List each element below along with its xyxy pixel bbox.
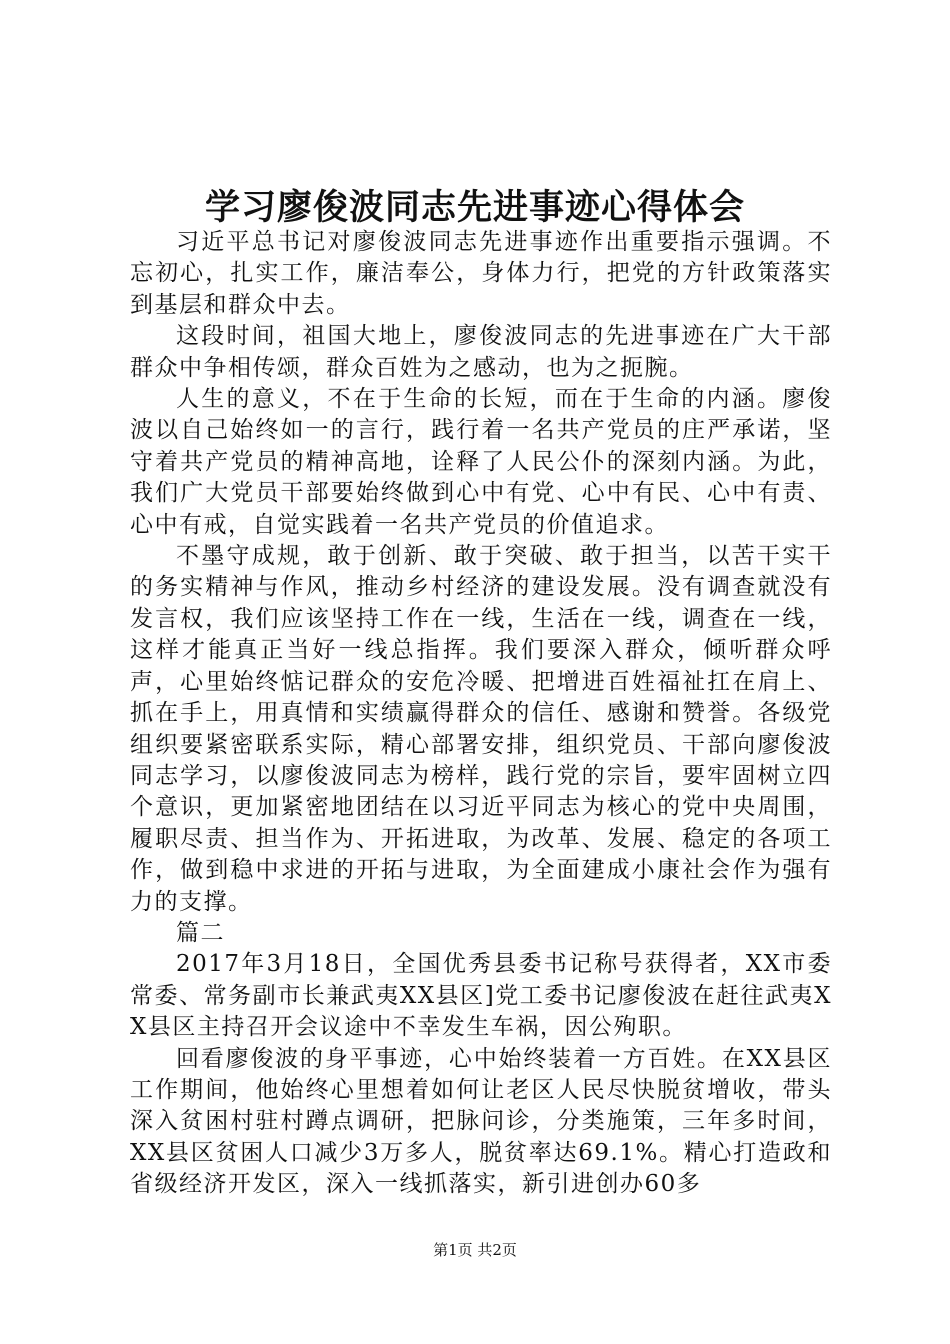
- paragraph-6: 回看廖俊波的身平事迹，心中始终装着一方百姓。在XX县区工作期间，他始终心里想着如何让老区人民尽快脱贫增收，带头深入贫困村驻村蹲点调研，把脉问诊，分类施策，三年多时间，XX县区贫困人口减少3万多人，脱贫率达69.1%。精心打造政和省级经济开发区，深入一线抓落实，新引进创办60多: [130, 1045, 832, 1198]
- paragraph-1: 习近平总书记对廖俊波同志先进事迹作出重要指示强调。不忘初心，扎实工作，廉洁奉公，身体力行，把党的方针政策落实到基层和群众中去。: [130, 229, 832, 318]
- paragraph-2: 这段时间，祖国大地上，廖俊波同志的先进事迹在广大干部群众中争相传颂，群众百姓为之感动，也为之扼腕。: [130, 323, 832, 381]
- page-footer: 第1页 共2页: [433, 1241, 517, 1259]
- document-body: [130, 227, 832, 1201]
- section-heading: 篇二: [176, 919, 225, 946]
- paragraph-5: 2017年3月18日，全国优秀县委书记称号获得者，XX市委常委、常务副市长兼武夷XX县区]党工委书记廖俊波在赶往武夷XX县区主持召开会议途中不幸发生车祸，因公殉职。: [130, 951, 832, 1041]
- document-title: 学习廖俊波同志先进事迹心得体会: [204, 188, 745, 228]
- paragraph-3: 人生的意义，不在于生命的长短，而在于生命的内涵。廖俊波以自己始终如一的言行，践行着一名共产党员的庄严承诺，坚守着共产党员的精神高地，诠释了人民公仆的深刻内涵。为此，我们广大党员干部要始终做到心中有党、心中有民、心中有责、心中有戒，自觉实践着一名共产党员的价值追求。: [130, 386, 832, 538]
- paragraph-4: 不墨守成规，敢于创新、敢于突破、敢于担当，以苦干实干的务实精神与作风，推动乡村经济的建设发展。没有调查就没有发言权，我们应该坚持工作在一线，生活在一线，调查在一线，这样才能真正当好一线总指挥。我们要深入群众，倾听群众呼声，心里始终惦记群众的安危冷暖、把增进百姓福祉扛在肩上、抓在手上，用真情和实绩赢得群众的信任、感谢和赞誉。各级党组织要紧密联系实际，精心部署安排，组织党员、干部向廖俊波同志学习，以廖俊波同志为榜样，践行党的宗旨，要牢固树立四个意识，更加紧密地团结在以习近平同志为核心的党中央周围，履职尽责、担当作为、开拓进取，为改革、发展、稳定的各项工作，做到稳中求进的开拓与进取，为全面建成小康社会作为强有力的支撑。: [130, 543, 832, 915]
